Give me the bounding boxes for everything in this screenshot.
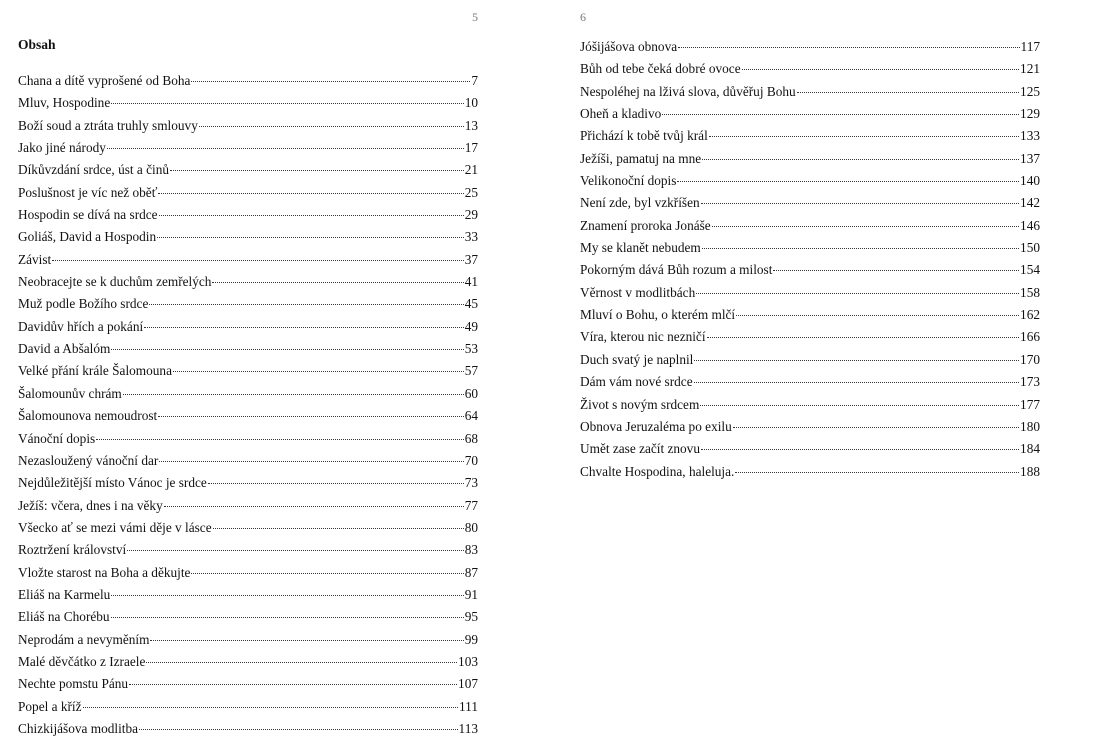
toc-entry-page-number: 91 bbox=[464, 586, 478, 602]
toc-entry bbox=[580, 58, 1040, 80]
toc-entry bbox=[580, 81, 1040, 103]
toc-entry-title: Popel a kříž bbox=[18, 698, 82, 714]
toc-entry bbox=[18, 495, 478, 517]
dot-leader bbox=[700, 405, 1019, 406]
dot-leader bbox=[164, 506, 464, 507]
toc-entry-page-number: 77 bbox=[464, 497, 478, 513]
toc-entry-title: Vložte starost na Boha a děkujte bbox=[18, 564, 191, 580]
toc-entry-page-number: 142 bbox=[1020, 195, 1040, 211]
toc-entry-page-number: 80 bbox=[464, 519, 478, 535]
dot-leader bbox=[150, 640, 463, 641]
dot-leader bbox=[701, 203, 1019, 204]
dot-leader bbox=[52, 260, 463, 261]
toc-entry bbox=[18, 271, 478, 293]
dot-leader bbox=[157, 237, 464, 238]
dot-leader bbox=[742, 69, 1019, 70]
toc-entry-title: Neprodám a nevyměním bbox=[18, 631, 150, 647]
dot-leader bbox=[123, 394, 464, 395]
toc-entry-title: Eliáš na Chorébu bbox=[18, 609, 110, 625]
dot-leader bbox=[694, 360, 1019, 361]
toc-entry-page-number: 10 bbox=[464, 95, 478, 111]
toc-entry-title: Není zde, byl vzkříšen bbox=[580, 195, 700, 211]
dot-leader bbox=[139, 729, 458, 730]
toc-entry-page-number: 188 bbox=[1020, 463, 1040, 479]
toc-entry-title: Ježíši, pamatuj na mne bbox=[580, 150, 702, 166]
toc-entry bbox=[18, 293, 478, 315]
dot-leader bbox=[712, 226, 1019, 227]
dot-leader bbox=[146, 662, 457, 663]
toc-entry bbox=[18, 450, 478, 472]
toc-entry-title: Oheň a kladivo bbox=[580, 106, 662, 122]
toc-entry bbox=[580, 438, 1040, 460]
toc-entry bbox=[18, 673, 478, 695]
toc-entry-page-number: 117 bbox=[1020, 39, 1040, 54]
toc-entry-page-number: 33 bbox=[464, 229, 478, 245]
toc-entry bbox=[580, 237, 1040, 259]
toc-entry bbox=[18, 472, 478, 494]
dot-leader bbox=[702, 248, 1019, 249]
contents-heading: Obsah bbox=[18, 37, 56, 52]
toc-entry-page-number: 45 bbox=[464, 296, 478, 312]
dot-leader bbox=[144, 327, 464, 328]
toc-entry bbox=[580, 416, 1040, 438]
toc-entry-title: Poslušnost je víc než oběť bbox=[18, 184, 158, 200]
dot-leader bbox=[736, 315, 1019, 316]
dot-leader bbox=[199, 126, 464, 127]
toc-entry-title: Mluv, Hospodine bbox=[18, 95, 111, 111]
toc-entry-page-number: 7 bbox=[471, 73, 478, 88]
dot-leader bbox=[111, 617, 464, 618]
toc-entry bbox=[580, 349, 1040, 371]
toc-entry bbox=[18, 405, 478, 427]
toc-entry-page-number: 64 bbox=[464, 408, 478, 424]
toc-entry-page-number: 25 bbox=[464, 184, 478, 200]
toc-entry bbox=[580, 326, 1040, 348]
toc-entry-page-number: 162 bbox=[1020, 307, 1040, 323]
toc-entry-title: Přichází k tobě tvůj král bbox=[580, 128, 708, 144]
toc-entry bbox=[580, 371, 1040, 393]
dot-leader bbox=[208, 483, 464, 484]
toc-entry-title: Boží soud a ztráta truhly smlouvy bbox=[18, 117, 198, 133]
dot-leader bbox=[735, 472, 1019, 473]
toc-entry-title: Ježíš: včera, dnes i na věky bbox=[18, 497, 163, 513]
toc-entry bbox=[18, 338, 478, 360]
toc-entry-page-number: 129 bbox=[1020, 106, 1040, 122]
toc-entry-title: Nespoléhej na lživá slova, důvěřuj Bohu bbox=[580, 83, 796, 99]
toc-entry bbox=[580, 304, 1040, 326]
toc-entry bbox=[18, 182, 478, 204]
toc-entry-title: Davidův hřích a pokání bbox=[18, 318, 144, 334]
page-number: 5 bbox=[472, 10, 478, 24]
toc-entry-page-number: 140 bbox=[1020, 173, 1040, 189]
dot-leader bbox=[694, 382, 1019, 383]
dot-leader bbox=[158, 416, 463, 417]
toc-entry-page-number: 49 bbox=[464, 318, 478, 334]
toc-entry-page-number: 180 bbox=[1020, 418, 1040, 434]
left-page bbox=[18, 0, 478, 748]
toc-entry-title: Bůh od tebe čeká dobré ovoce bbox=[580, 61, 741, 77]
toc-entry-page-number: 29 bbox=[464, 207, 478, 223]
dot-leader bbox=[701, 449, 1019, 450]
toc-entry-page-number: 57 bbox=[464, 363, 478, 379]
toc-entry-page-number: 41 bbox=[464, 274, 478, 290]
dot-leader bbox=[773, 270, 1019, 271]
toc-entry-title: Muž podle Božího srdce bbox=[18, 296, 149, 312]
toc-entry-page-number: 95 bbox=[464, 609, 478, 625]
dot-leader bbox=[797, 92, 1019, 93]
toc-entry-title: Závist bbox=[18, 251, 52, 267]
toc-entry-page-number: 158 bbox=[1020, 284, 1040, 300]
toc-entry-title: Život s novým srdcem bbox=[580, 396, 700, 412]
toc-entry-page-number: 73 bbox=[464, 475, 478, 491]
toc-entry-page-number: 111 bbox=[459, 698, 478, 714]
toc-entry-title: Roztržení království bbox=[18, 542, 127, 558]
toc-entry bbox=[580, 282, 1040, 304]
dot-leader bbox=[96, 439, 464, 440]
toc-entry bbox=[580, 394, 1040, 416]
dot-leader bbox=[213, 528, 464, 529]
dot-leader bbox=[159, 461, 463, 462]
toc-entry bbox=[580, 125, 1040, 147]
dot-leader bbox=[677, 181, 1019, 182]
toc-entry-title: Jako jiné národy bbox=[18, 140, 106, 156]
toc-entry bbox=[580, 103, 1040, 125]
toc-entry bbox=[18, 159, 478, 181]
toc-entry bbox=[18, 651, 478, 673]
toc-entry-page-number: 150 bbox=[1020, 240, 1040, 256]
toc-entry bbox=[18, 204, 478, 226]
page-number: 6 bbox=[580, 10, 586, 24]
toc-entry-page-number: 37 bbox=[464, 251, 478, 267]
dot-leader bbox=[678, 47, 1019, 48]
toc-entry bbox=[18, 629, 478, 651]
toc-entry-page-number: 170 bbox=[1020, 351, 1040, 367]
toc-entry-title: Všecko ať se mezi vámi děje v lásce bbox=[18, 519, 212, 535]
toc-entry bbox=[580, 148, 1040, 170]
toc-entry-title: Víra, kterou nic nezničí bbox=[580, 329, 706, 345]
toc-entry-page-number: 87 bbox=[464, 564, 478, 580]
toc-entry-title: Šalomounova nemoudrost bbox=[18, 408, 158, 424]
toc-entry-title: My se klanět nebudem bbox=[580, 240, 701, 256]
dot-leader bbox=[111, 349, 463, 350]
dot-leader bbox=[83, 707, 459, 708]
toc-entry-title: Věrnost v modlitbách bbox=[580, 284, 696, 300]
toc-entry bbox=[18, 428, 478, 450]
toc-entry bbox=[580, 36, 1040, 58]
dot-leader bbox=[707, 337, 1020, 338]
dot-leader bbox=[107, 148, 464, 149]
dot-leader bbox=[159, 215, 464, 216]
toc-entry-title: Velké přání krále Šalomouna bbox=[18, 363, 172, 379]
dot-leader bbox=[111, 103, 463, 104]
toc-entry-title: Goliáš, David a Hospodin bbox=[18, 229, 157, 245]
toc-entry-title: Díkůvzdání srdce, úst a činů bbox=[18, 162, 170, 178]
toc-entry-page-number: 83 bbox=[464, 542, 478, 558]
toc-entry-title: Velikonoční dopis bbox=[580, 173, 677, 189]
toc-entry-title: Nezasloužený vánoční dar bbox=[18, 452, 159, 468]
toc-entry-title: Nejdůležitější místo Vánoc je srdce bbox=[18, 475, 207, 491]
dot-leader bbox=[129, 684, 457, 685]
dot-leader bbox=[696, 293, 1019, 294]
toc-entry-title: Jóšijášova obnova bbox=[580, 39, 678, 54]
toc-entry bbox=[580, 170, 1040, 192]
toc-entry-page-number: 154 bbox=[1020, 262, 1040, 278]
toc-entry-page-number: 60 bbox=[464, 385, 478, 401]
toc-entry bbox=[18, 606, 478, 628]
toc-entry-title: Pokorným dává Bůh rozum a milost bbox=[580, 262, 773, 278]
toc-entry-page-number: 21 bbox=[464, 162, 478, 178]
toc-entry-page-number: 113 bbox=[458, 720, 478, 736]
toc-entry-title: Neobracejte se k duchům zemřelých bbox=[18, 274, 212, 290]
toc-entry bbox=[580, 461, 1040, 483]
toc-entry bbox=[18, 718, 478, 740]
dot-leader bbox=[212, 282, 463, 283]
toc-entry bbox=[18, 539, 478, 561]
dot-leader bbox=[173, 371, 464, 372]
toc-entry-page-number: 17 bbox=[464, 140, 478, 156]
toc-entry-page-number: 146 bbox=[1020, 217, 1040, 233]
toc-entry-title: Šalomounův chrám bbox=[18, 385, 122, 401]
dot-leader bbox=[158, 193, 463, 194]
toc-entry-page-number: 177 bbox=[1020, 396, 1040, 412]
dot-leader bbox=[733, 427, 1019, 428]
toc-entry-page-number: 103 bbox=[458, 653, 478, 669]
toc-entry-page-number: 133 bbox=[1020, 128, 1040, 144]
toc-entry bbox=[18, 517, 478, 539]
toc-entry-title: Duch svatý je naplnil bbox=[580, 351, 694, 367]
toc-entry-title: Malé děvčátko z Izraele bbox=[18, 653, 146, 669]
toc-entry-title: Chana a dítě vyprošené od Boha bbox=[18, 73, 191, 88]
right-page bbox=[580, 0, 1040, 748]
toc-entry-title: Nechte pomstu Pánu bbox=[18, 676, 129, 692]
toc-entry bbox=[580, 259, 1040, 281]
dot-leader bbox=[170, 170, 464, 171]
dot-leader bbox=[149, 304, 463, 305]
toc-entry bbox=[580, 215, 1040, 237]
toc-entry bbox=[18, 562, 478, 584]
toc-entry-title: Chizkijášova modlitba bbox=[18, 720, 139, 736]
toc-entry-page-number: 13 bbox=[464, 117, 478, 133]
dot-leader bbox=[191, 81, 470, 82]
dot-leader bbox=[702, 159, 1019, 160]
toc-entry-title: Vánoční dopis bbox=[18, 430, 96, 446]
toc-entry-page-number: 68 bbox=[464, 430, 478, 446]
toc-entry bbox=[18, 584, 478, 606]
toc-entry bbox=[18, 383, 478, 405]
toc-entry bbox=[18, 360, 478, 382]
toc-list bbox=[580, 36, 1040, 483]
toc-entry-title: Obnova Jeruzaléma po exilu bbox=[580, 418, 732, 434]
toc-entry-page-number: 53 bbox=[464, 341, 478, 357]
toc-entry-page-number: 121 bbox=[1020, 61, 1040, 77]
toc-entry-title: Dám vám nové srdce bbox=[580, 374, 693, 390]
dot-leader bbox=[191, 573, 463, 574]
toc-entry-title: Umět zase začít znovu bbox=[580, 441, 700, 457]
dot-leader bbox=[662, 114, 1019, 115]
toc-entry-title: Chvalte Hospodina, haleluja. bbox=[580, 463, 735, 479]
toc-entry bbox=[18, 137, 478, 159]
dot-leader bbox=[111, 595, 463, 596]
toc-entry bbox=[18, 249, 478, 271]
toc-entry-page-number: 70 bbox=[464, 452, 478, 468]
toc-entry-page-number: 184 bbox=[1020, 441, 1040, 457]
toc-list bbox=[18, 70, 478, 740]
toc-entry-title: David a Abšalóm bbox=[18, 341, 111, 357]
toc-entry-title: Znamení proroka Jonáše bbox=[580, 217, 711, 233]
toc-entry bbox=[18, 70, 478, 92]
toc-entry bbox=[18, 226, 478, 248]
toc-entry bbox=[18, 92, 478, 114]
toc-entry-page-number: 99 bbox=[464, 631, 478, 647]
toc-entry bbox=[18, 316, 478, 338]
toc-entry-page-number: 137 bbox=[1020, 150, 1040, 166]
toc-entry bbox=[18, 115, 478, 137]
toc-entry-page-number: 125 bbox=[1020, 83, 1040, 99]
toc-entry-page-number: 173 bbox=[1020, 374, 1040, 390]
toc-entry-title: Mluví o Bohu, o kterém mlčí bbox=[580, 307, 736, 323]
toc-entry-page-number: 166 bbox=[1020, 329, 1040, 345]
toc-entry-title: Eliáš na Karmelu bbox=[18, 586, 111, 602]
dot-leader bbox=[127, 550, 464, 551]
dot-leader bbox=[709, 136, 1019, 137]
toc-entry-page-number: 107 bbox=[458, 676, 478, 692]
toc-entry bbox=[580, 192, 1040, 214]
toc-entry-title: Hospodin se dívá na srdce bbox=[18, 207, 158, 223]
toc-entry bbox=[18, 696, 478, 718]
